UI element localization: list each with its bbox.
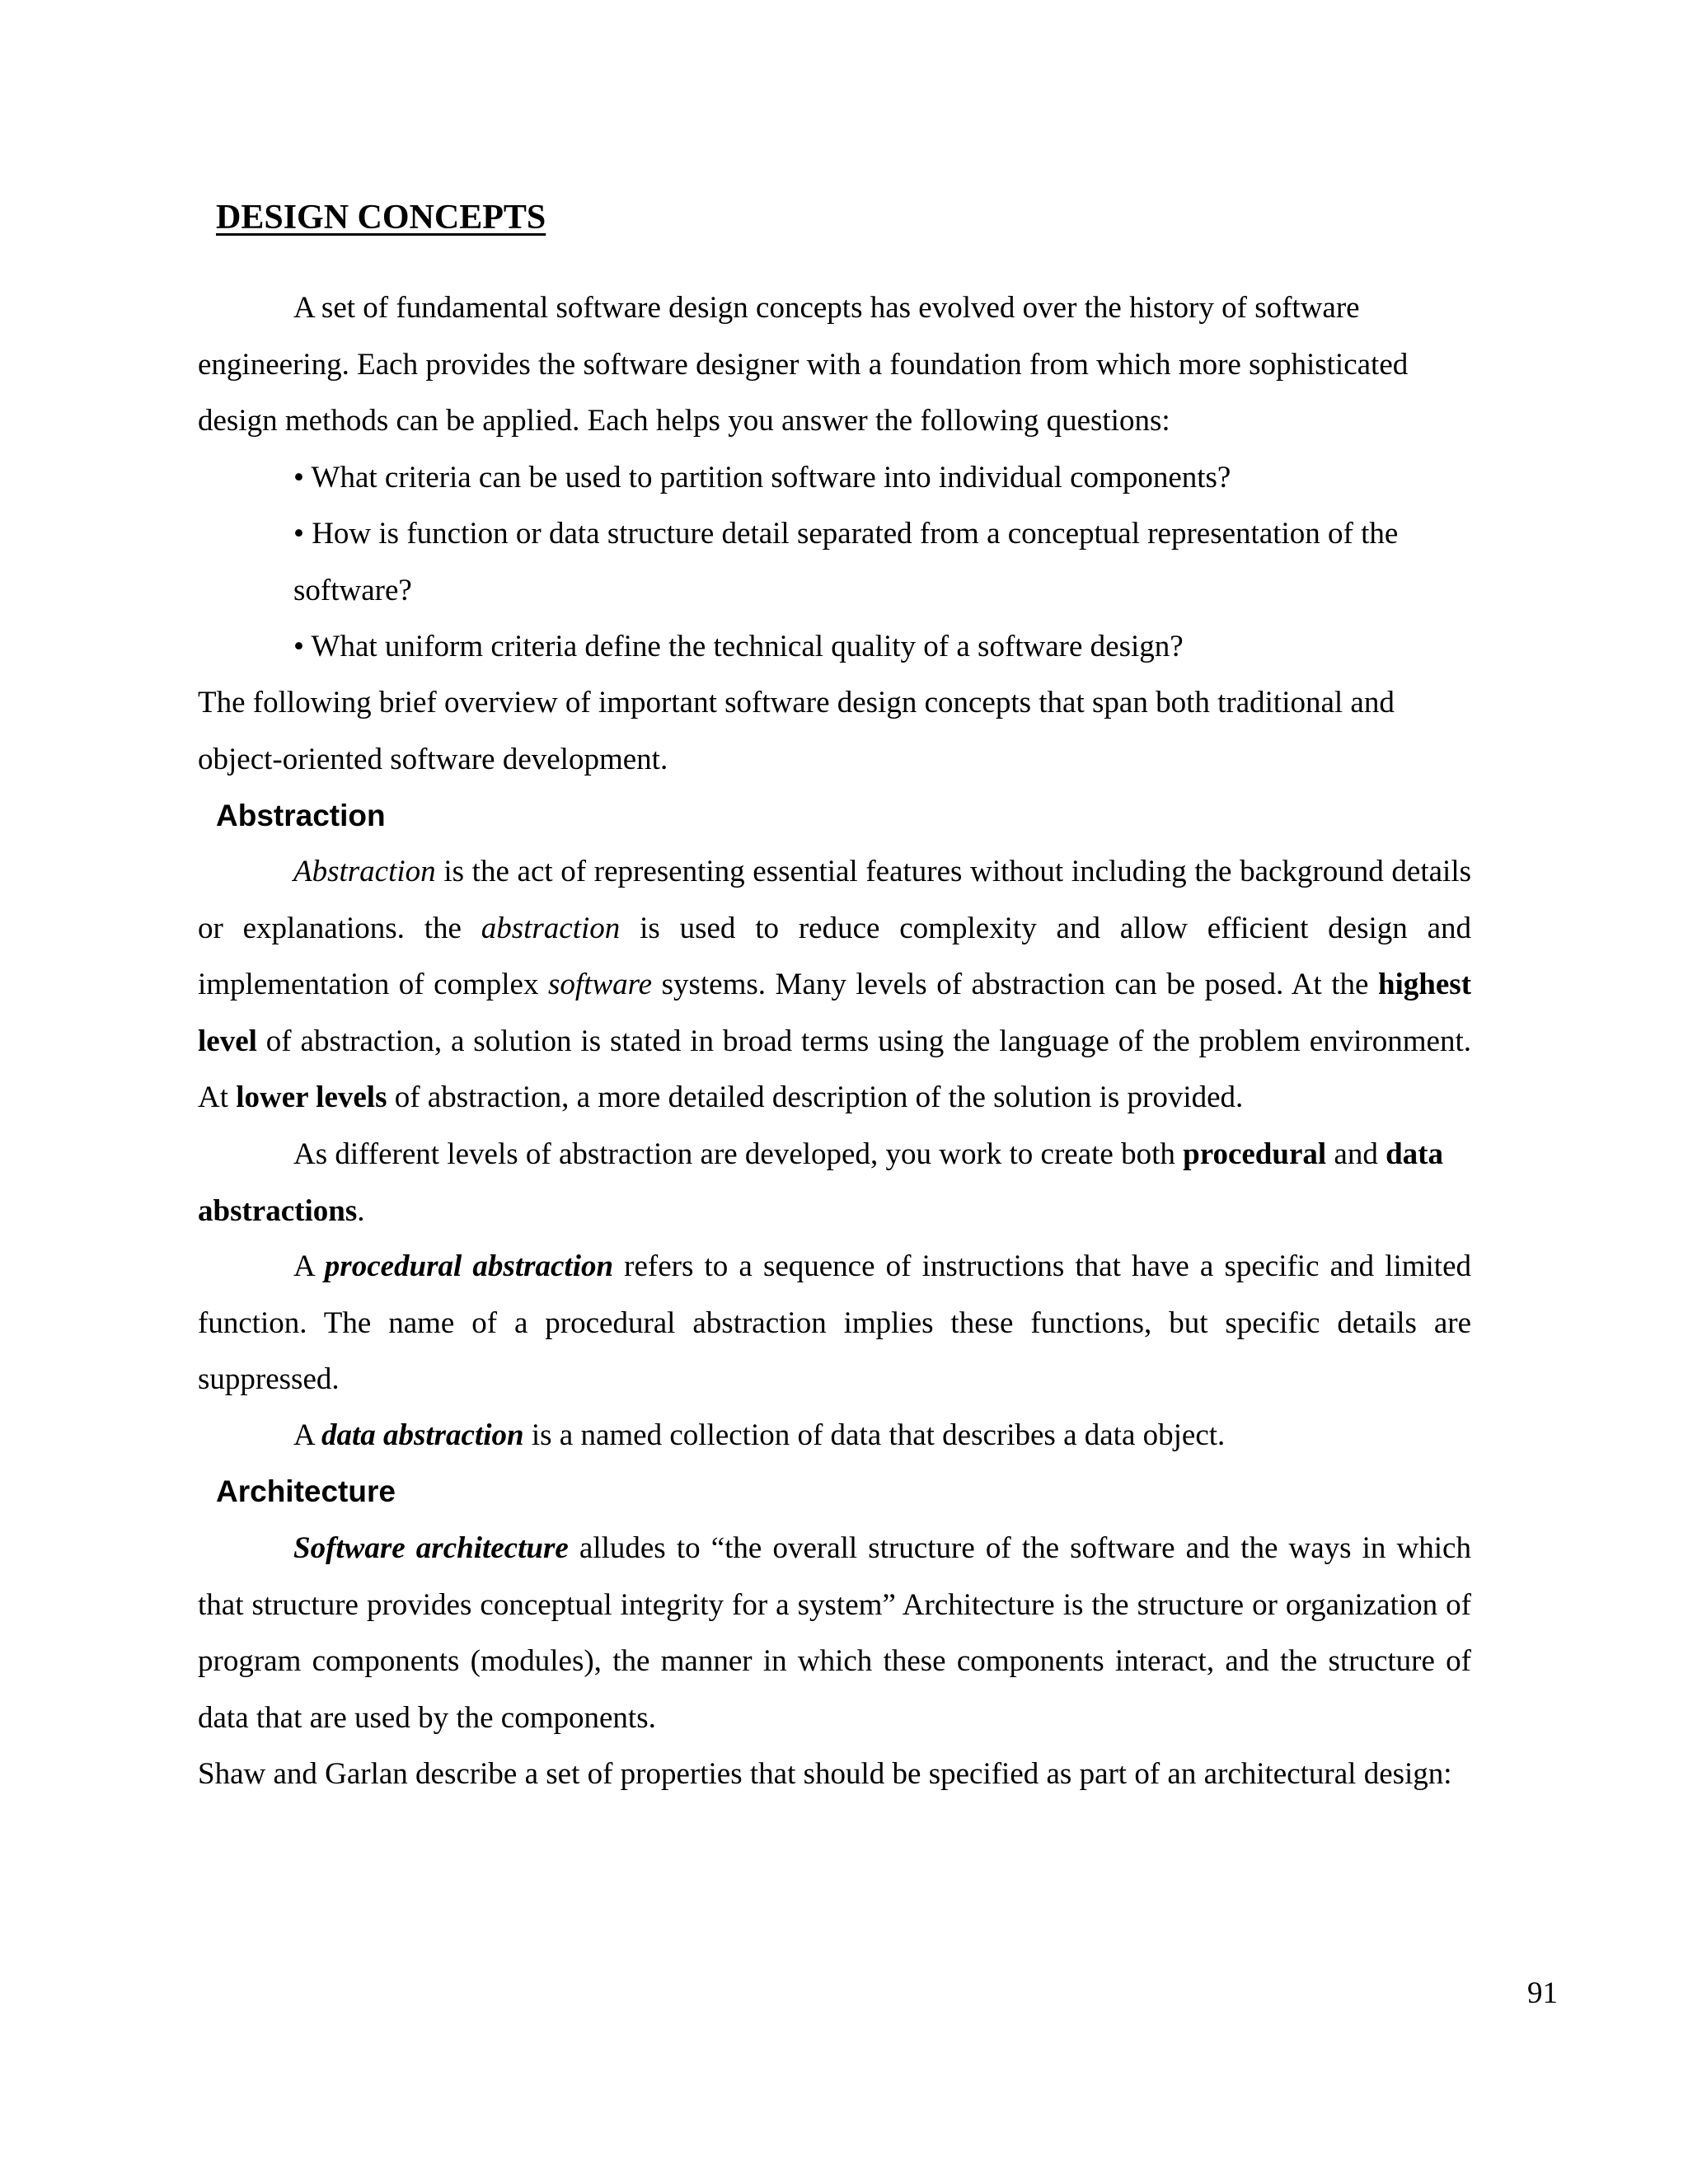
abstraction-paragraph-1: Abstraction is the act of representing essential features without including the background details or explanations. the abstraction is used to reduce complexity and allow efficient design and implementation of complex software systems. Many levels of abstraction can be posed. At the highest level of abstraction, a solution is stated in broad terms using the language of the problem environment. At lower levels of abstraction, a more detailed description of the solution is provided. — [198, 855, 1472, 1114]
section-heading-architecture: Architecture — [216, 1474, 396, 1508]
term-software-architecture: Software architecture — [293, 1531, 569, 1565]
abstraction-paragraph-2: As different levels of abstraction are developed, you work to create both procedural and data abstractions. — [198, 1137, 1444, 1228]
term-procedural-abstraction: procedural abstraction — [324, 1249, 614, 1283]
intro-paragraph: A set of fundamental software design concepts has evolved over the history of software engineering. Each provides the software designer with a foundation from which more sophisticated design methods can be applied. Each helps you answer the following questions: — [198, 291, 1409, 438]
question-item: • What criteria can be used to partition software into individual components? — [293, 461, 1231, 494]
abstraction-paragraph-4: A data abstraction is a named collection of data that describes a data object. — [293, 1418, 1226, 1452]
question-item: • How is function or data structure detail separated from a conceptual representation of the software? — [293, 517, 1399, 607]
page-number: 91 — [1527, 1976, 1558, 2010]
architecture-paragraph-2: Shaw and Garlan describe a set of properties that should be specified as part of an architectural design: — [198, 1757, 1452, 1791]
overview-paragraph: The following brief overview of important software design concepts that span both traditional and object-oriented software development. — [198, 686, 1395, 776]
section-heading-abstraction: Abstraction — [216, 799, 386, 832]
term-data-abstraction: data abstraction — [321, 1418, 524, 1452]
page-title: DESIGN CONCEPTS — [216, 199, 546, 237]
question-item: • What uniform criteria define the technical quality of a software design? — [293, 630, 1184, 663]
architecture-paragraph-1: Software architecture alludes to “the overall structure of the software and the ways in which that structure provides conceptual integrity for a system” Architecture is the structure or organization of program components (modules), the manner in which these components interact, and the structure of data that are used by the components. — [198, 1531, 1471, 1735]
term-abstraction: Abstraction — [293, 855, 436, 888]
abstraction-paragraph-3: A procedural abstraction refers to a sequence of instructions that have a specific and limited function. The name of a procedural abstraction implies these functions, but specific details are suppressed. — [198, 1249, 1471, 1396]
